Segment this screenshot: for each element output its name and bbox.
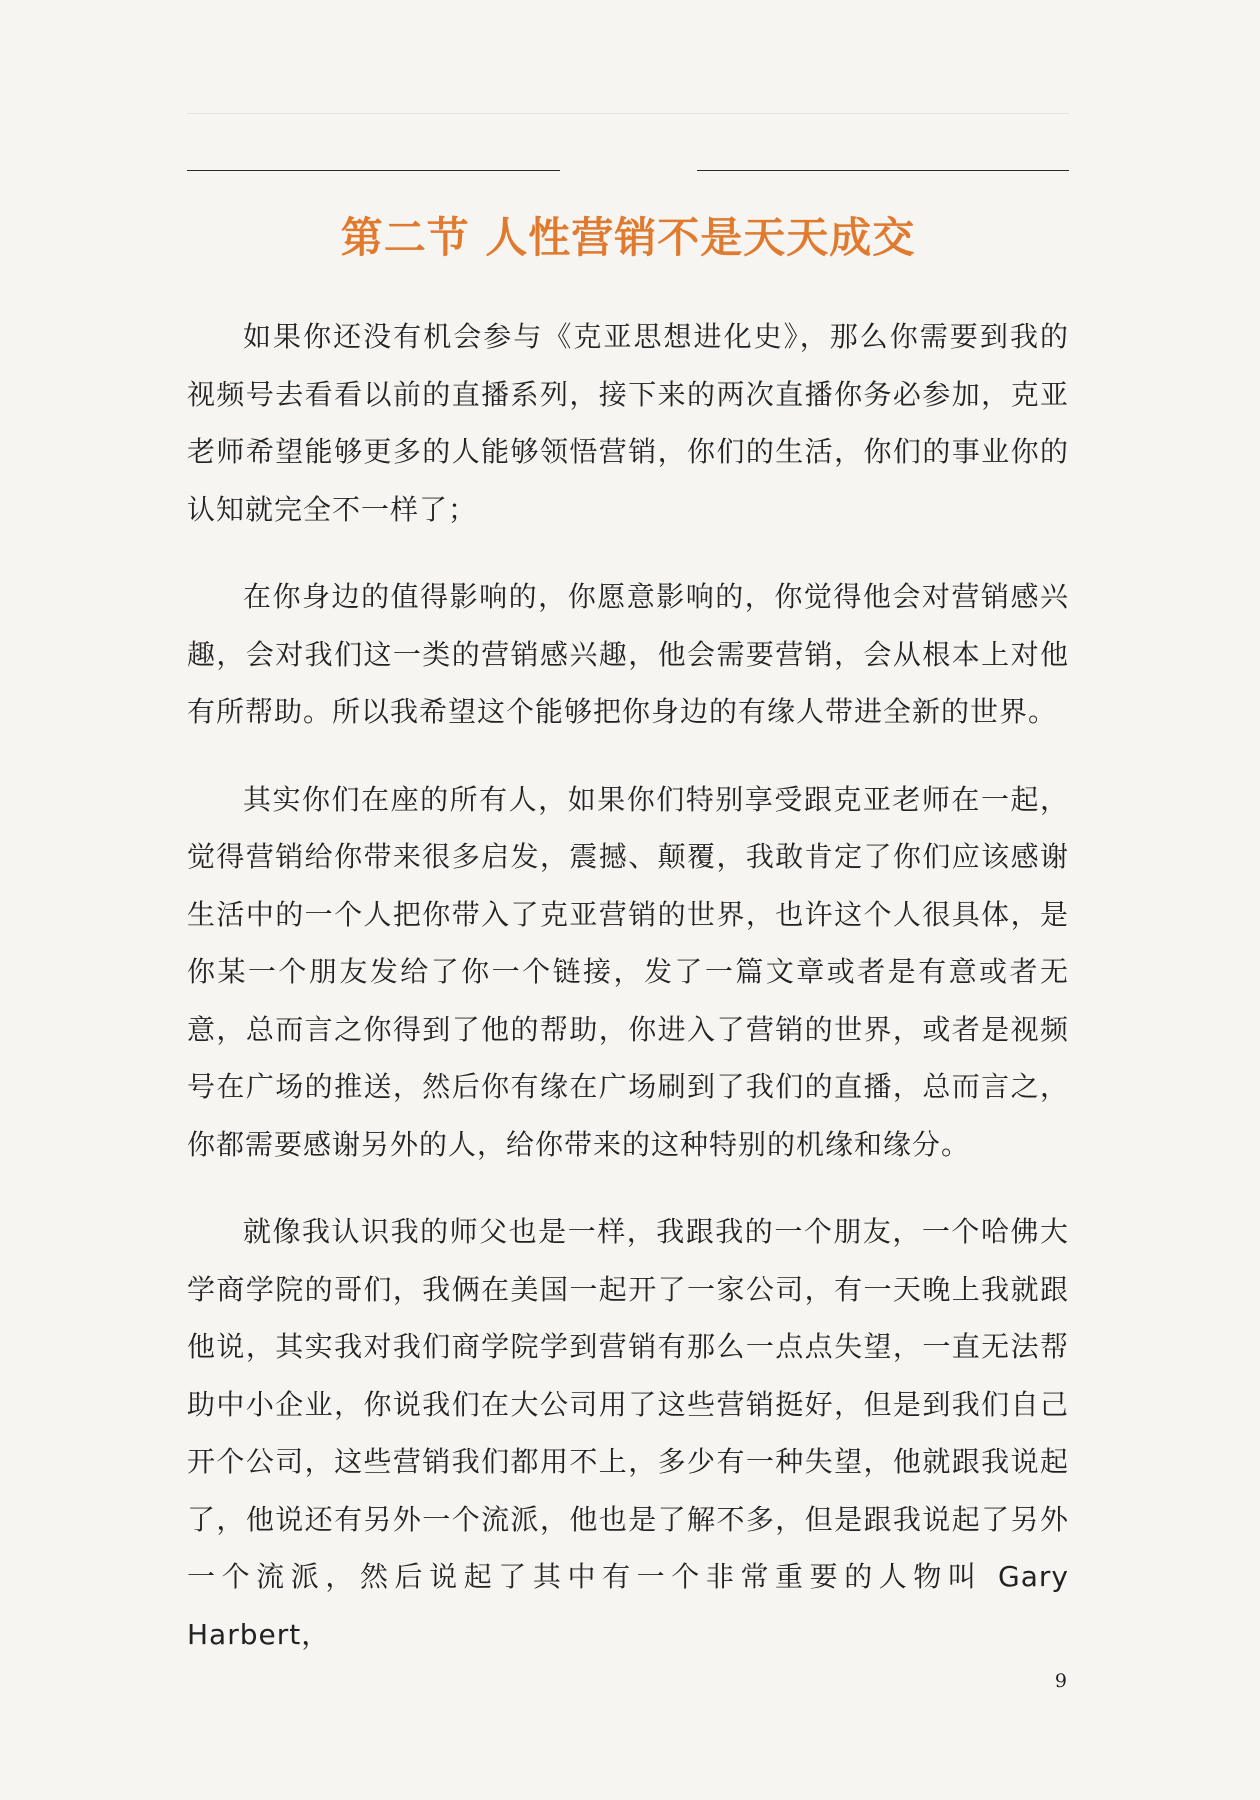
paragraph: 在你身边的值得影响的，你愿意影响的，你觉得他会对营销感兴趣，会对我们这一类的营销感兴趣，他会需要营销，会从根本上对他有所帮助。所以我希望这个能够把你身边的有缘人带进全新的世界。 [187,580,1069,728]
header-rule-left [187,170,560,171]
header-rule-right [697,170,1069,171]
body-text [187,308,1069,1693]
page-number: 9 [1054,1670,1067,1692]
faint-header-rule [187,113,1069,114]
section-title: 第二节 人性营销不是天天成交 [340,213,916,262]
paragraph: 就像我认识我的师父也是一样，我跟我的一个朋友，一个哈佛大学商学院的哥们，我俩在美国一起开了一家公司，有一天晚上我就跟他说，其实我对我们商学院学到营销有那么一点点失望，一直无法帮助中小企业，你说我们在大公司用了这些营销挺好，但是到我们自己开个公司，这些营销我们都用不上，多少有一种失望，他就跟我说起了，他说还有另外一个流派，他也是了解不多，但是跟我说起了另外一个流派，然后说起了其中有一个非常重要的人物叫 Gary Harbert， [187,1215,1069,1651]
paragraph: 如果你还没有机会参与《克亚思想进化史》，那么你需要到我的视频号去看看以前的直播系列，接下来的两次直播你务必参加，克亚老师希望能够更多的人能够领悟营销，你们的生活，你们的事业你的认知就完全不一样了； [187,320,1069,526]
paragraph: 其实你们在座的所有人，如果你们特别享受跟克亚老师在一起，觉得营销给你带来很多启发，震撼、颠覆，我敢肯定了你们应该感谢生活中的一个人把你带入了克亚营销的世界，也许这个人很具体，是你某一个朋友发给了你一个链接，发了一篇文章或者是有意或者无意，总而言之你得到了他的帮助，你进入了营销的世界，或者是视频号在广场的推送，然后你有缘在广场刷到了我们的直播，总而言之，你都需要感谢另外的人，给你带来的这种特别的机缘和缘分。 [187,782,1069,1161]
